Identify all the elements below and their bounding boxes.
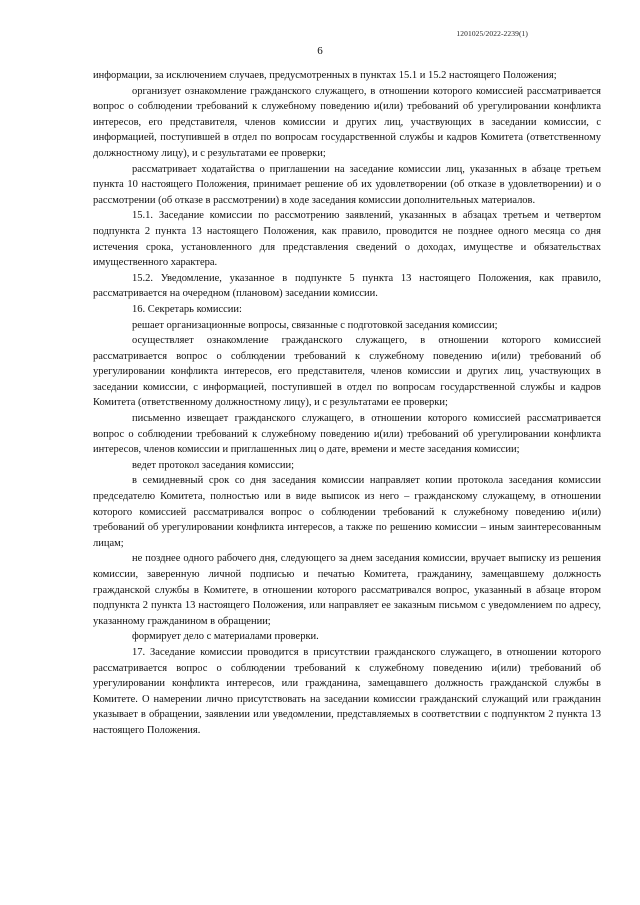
paragraph-15-2: 15.2. Уведомление, указанное в подпункте 5 пункта 13 настоящего Положения, как правило, рассматривается на очередном (плановом) заседании комиссии. xyxy=(93,272,601,300)
paragraph-organizes-familiarization: организует ознакомление гражданского служащего, в отношении которого комиссией рассматривается вопрос о соблюдении требований к служебному поведению и(или) требований об урегулировании конфликта интересов, его представителя, членов комиссии и других лиц, участвующих в заседании комиссии, с информацией, поступившей в отдел по вопросам государственной службы и кадров Комитета (ответственному должностному лицу), и с результатами ее проверки; xyxy=(93,85,601,159)
document-id: 1201025/2022-2239(1) xyxy=(456,29,528,38)
paragraph-forms-case: формирует дело с материалами проверки. xyxy=(132,631,319,643)
paragraph-17: 17. Заседание комиссии проводится в присутствии гражданского служащего, в отношении которого рассматривается вопрос о соблюдении требований к служебному поведению и(или) требований об урегулировании конфликта интересов, или гражданина, замещавшего должность гражданской службы в Комитете. О намерении лично присутствовать на заседании комиссии гражданский служащий или гражданин указывает в обращении, заявлении или уведомлении, представляемых в соответствии с подпунктом 2 пункта 13 настоящего Положения. xyxy=(93,646,601,736)
paragraph-continuation: информации, за исключением случаев, предусмотренных в пунктах 15.1 и 15.2 настоящего Положения; xyxy=(93,70,557,81)
paragraph-considers-petitions: рассматривает ходатайства о приглашении на заседание комиссии лиц, указанных в абзаце третьем пункта 10 настоящего Положения, принимает решение об их удовлетворении (об отказе в удовлетворении) и о рассмотрении (об отказе в рассмотрении) в ходе заседания комиссии дополнительных материалов. xyxy=(93,163,601,206)
paragraph-organizational-issues: решает организационные вопросы, связанные с подготовкой заседания комиссии; xyxy=(132,319,498,331)
paragraph-familiarization: осуществляет ознакомление гражданского служащего, в отношении которого комиссией рассматривается вопрос о соблюдении требований к служебному поведению и(или) требований об урегулировании конфликта интересов, его представителя, членов комиссии и других лиц, участвующих в заседании комиссии, с информацией, поступившей в отдел по вопросам государственной службы и кадров Комитета (ответственному должностному лицу), и с результатами ее проверки; xyxy=(93,335,601,409)
paragraph-15-1: 15.1. Заседание комиссии по рассмотрению заявлений, указанных в абзацах третьем и четвертом подпункта 2 пункта 13 настоящего Положения, как правило, проводится не позднее одного месяца со дня истечения срока, установленного для представления сведений о доходах, имуществе и обязательствах имущественного характера. xyxy=(93,210,601,269)
paragraph-hands-extract: не позднее одного рабочего дня, следующего за днем заседания комиссии, вручает выписку из решения комиссии, заверенную личной подписью и печатью Комитета, гражданину, замещавшему должность гражданской службы в Комитете, в отношении которого рассматривался вопрос, указанный в абзаце втором подпункта 2 пункта 13 настоящего Положения, или направляет ее заказным письмом с уведомлением по адресу, указанному гражданином в обращении; xyxy=(93,553,601,627)
paragraph-sends-copies: в семидневный срок со дня заседания комиссии направляет копии протокола заседания комиссии председателю Комитета, полностью или в виде выписок из него – гражданскому служащему, в отношении которого комиссией рассматривался вопрос о соблюдении требований к служебному поведению и(или) требований об урегулировании конфликта интересов, а также по решению комиссии – иным заинтересованным лицам; xyxy=(93,475,601,549)
paragraph-notifies: письменно извещает гражданского служащего, в отношении которого комиссией рассматривается вопрос о соблюдении требований к служебному поведению и(или) требований об урегулировании конфликта интересов, членов комиссии и приглашенных лиц о дате, времени и месте заседания комиссии; xyxy=(93,413,601,456)
paragraph-16-heading: 16. Секретарь комиссии: xyxy=(132,303,242,315)
page-number: 6 xyxy=(317,45,323,57)
paragraph-keeps-protocol: ведет протокол заседания комиссии; xyxy=(132,459,295,471)
document-body xyxy=(93,68,601,739)
